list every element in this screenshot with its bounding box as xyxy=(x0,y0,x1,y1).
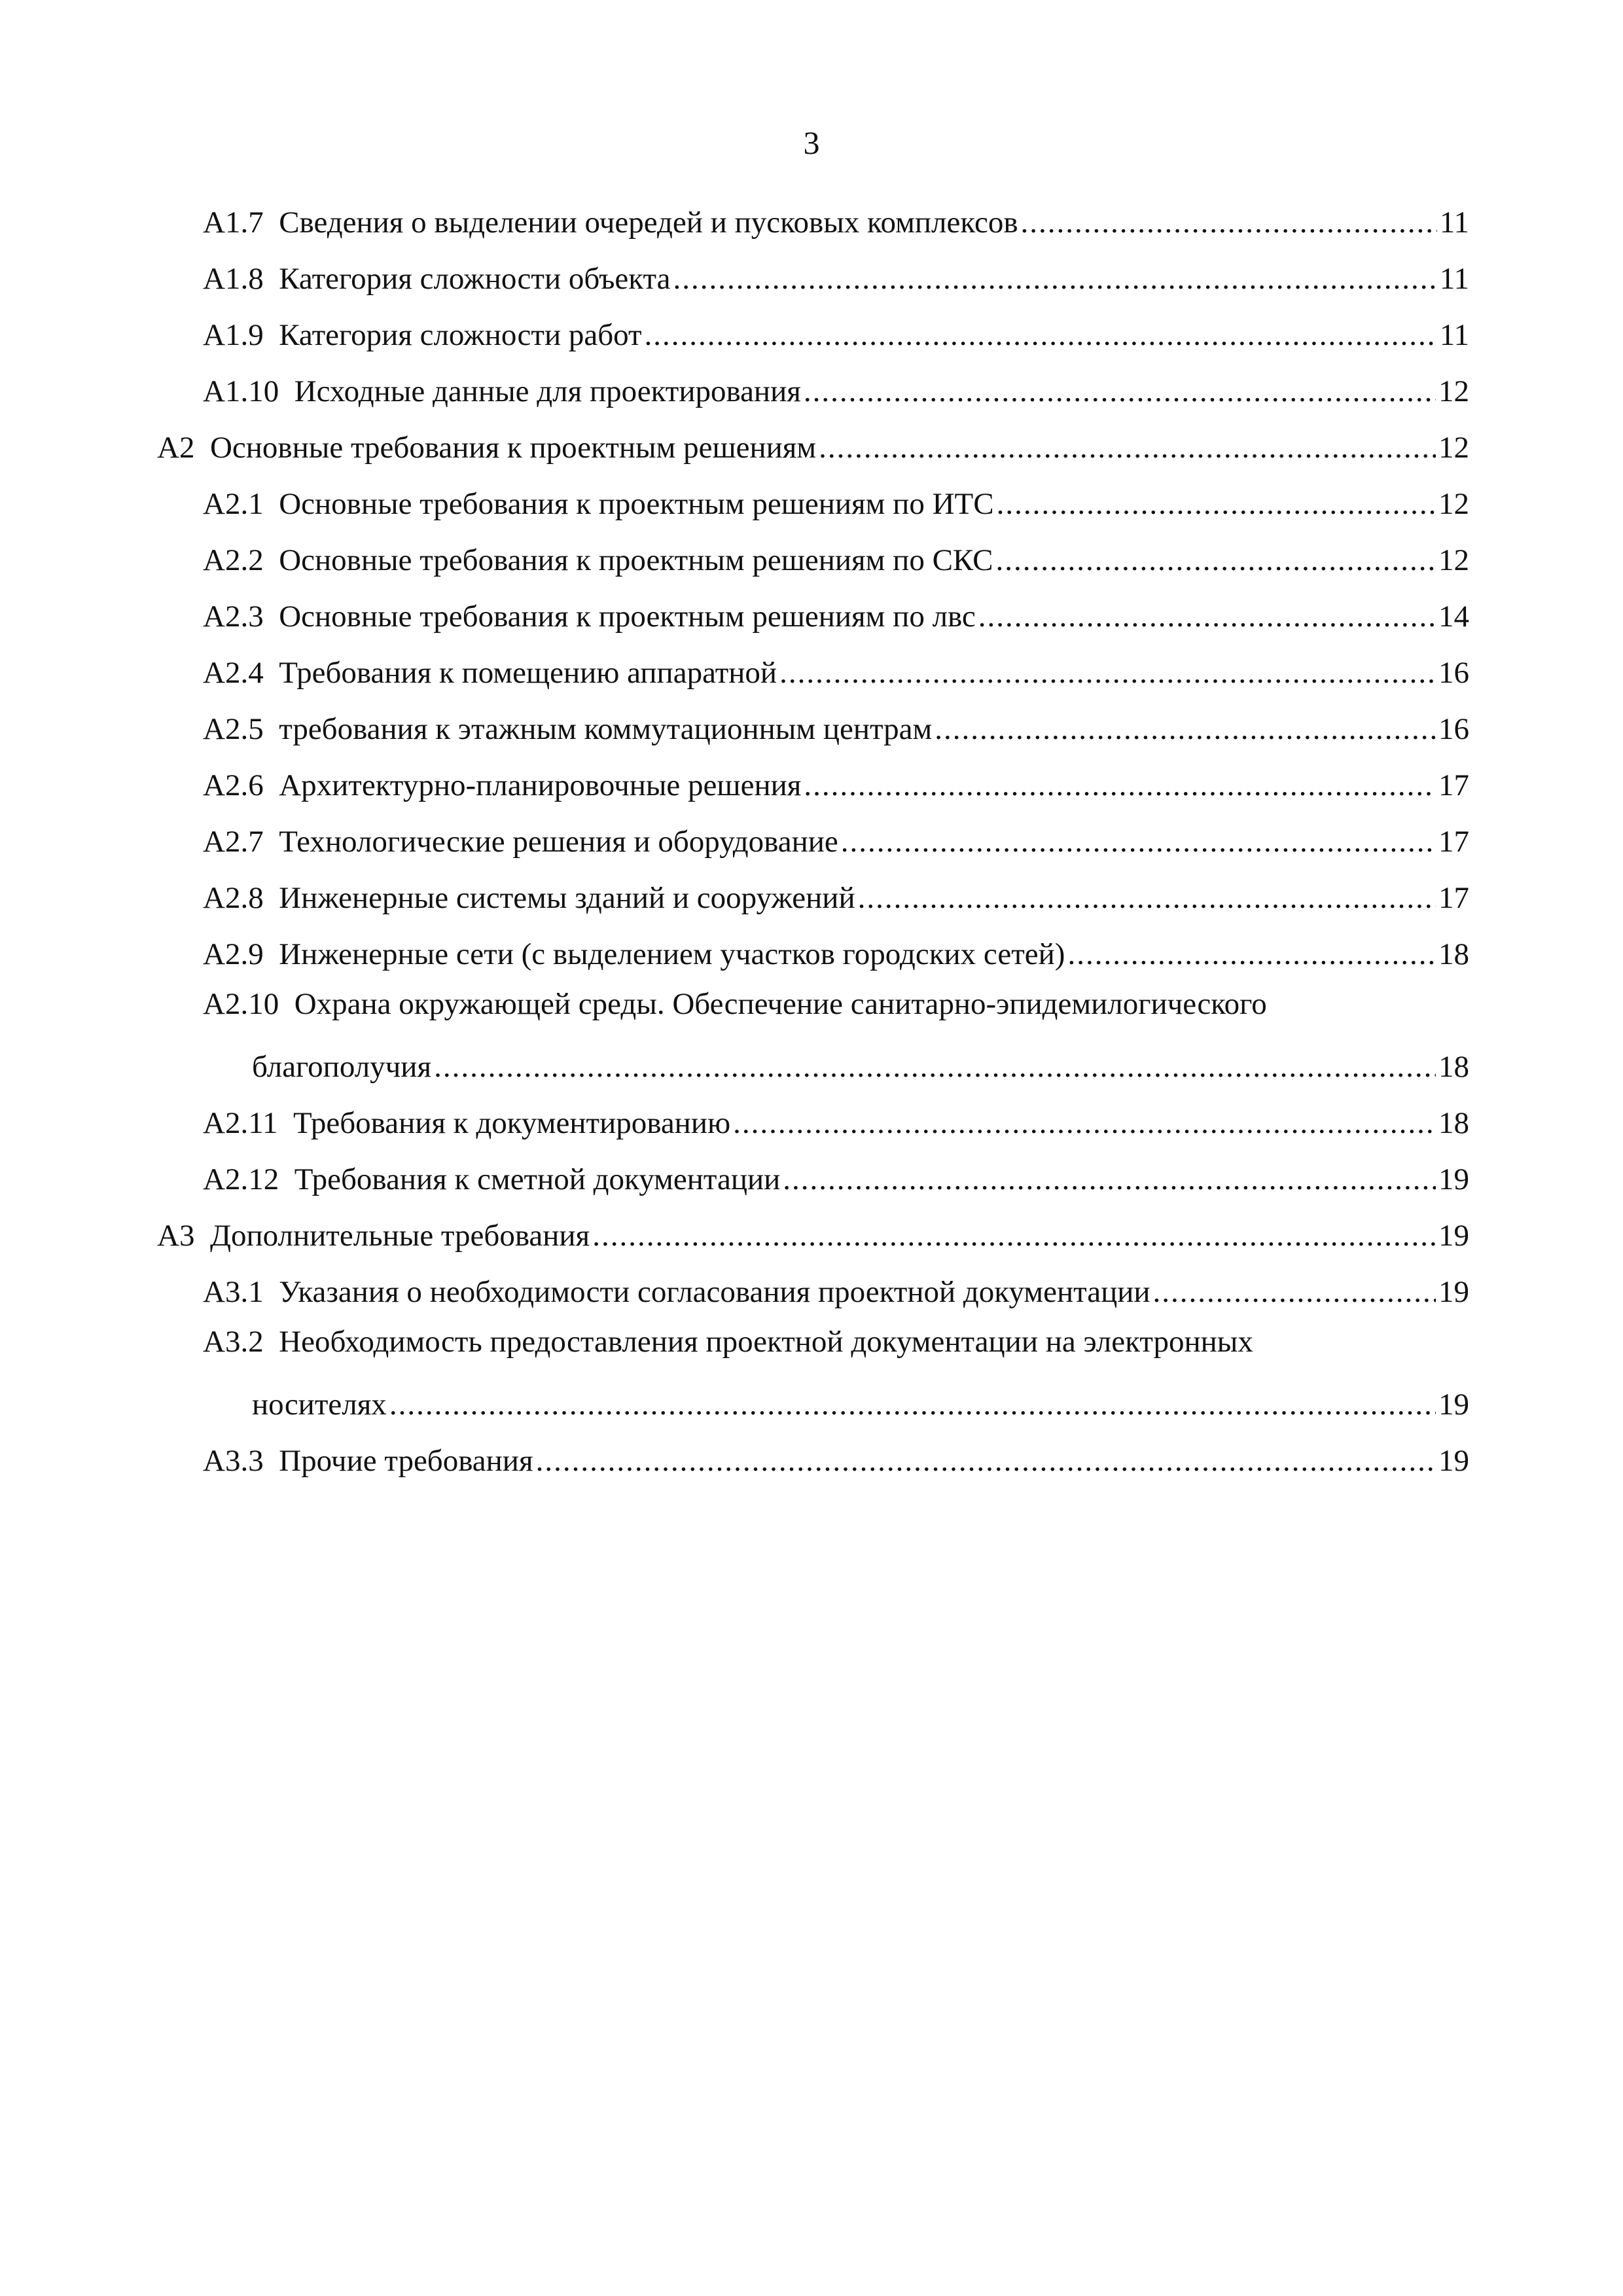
toc-entry-page: 12 xyxy=(1438,487,1469,521)
toc-entry-page: 19 xyxy=(1438,1162,1469,1196)
toc-leader-dots xyxy=(841,822,1436,861)
toc-entry-title: Охрана окружающей среды. Обеспечение санитарно-эпидемилогического xyxy=(294,987,1267,1021)
toc-leader-dots xyxy=(733,1103,1436,1143)
toc-leader-dots xyxy=(978,597,1436,636)
toc-section[interactable] xyxy=(157,1210,1469,1255)
toc-entry-number: А2.1 xyxy=(203,487,264,521)
toc-leader-dots xyxy=(819,428,1436,467)
toc-entry-number: А1.8 xyxy=(203,262,264,296)
toc-entry[interactable] xyxy=(203,703,1469,749)
toc-leader-dots xyxy=(804,372,1436,411)
toc-entry-continuation[interactable] xyxy=(252,1041,1469,1086)
toc-entry-title: Основные требования к проектным решениям по лвс xyxy=(279,600,976,634)
toc-entry-page: 16 xyxy=(1438,712,1469,746)
toc-entry[interactable] xyxy=(203,309,1469,355)
toc-leader-dots xyxy=(779,653,1436,692)
toc-entry-number: А3.1 xyxy=(203,1275,264,1309)
toc-entry-number: А2.3 xyxy=(203,600,264,634)
toc-entry-number: А2.2 xyxy=(203,543,264,577)
toc-leader-dots xyxy=(1021,203,1437,242)
toc-entry[interactable] xyxy=(203,647,1469,692)
toc-entry-number: А2.7 xyxy=(203,825,264,859)
toc-entry-title: Требования к сметной документации xyxy=(294,1162,781,1196)
toc-entry-title: Требования к документированию xyxy=(293,1106,731,1140)
toc-leader-dots xyxy=(536,1441,1436,1480)
toc-leader-dots xyxy=(645,315,1437,355)
toc-entry-number: А2.11 xyxy=(203,1106,278,1140)
toc-entry-number: А2.5 xyxy=(203,712,264,746)
toc-entry-title: Технологические решения и оборудование xyxy=(279,825,838,859)
toc-entry[interactable] xyxy=(203,590,1469,636)
toc-entry-title: Основные требования к проектным решениям xyxy=(209,431,817,465)
toc-entry[interactable] xyxy=(203,1435,1469,1480)
toc-entry-page: 17 xyxy=(1438,825,1469,859)
toc-entry[interactable] xyxy=(203,253,1469,298)
toc-entry-number: А2.6 xyxy=(203,768,264,802)
toc-entry[interactable] xyxy=(203,1266,1469,1312)
toc-entry-number: А2 xyxy=(157,431,195,465)
toc-leader-dots xyxy=(804,766,1436,805)
toc-entry-title: Основные требования к проектным решениям по СКС xyxy=(279,543,993,577)
toc-entry-number: А3.2 xyxy=(203,1325,264,1359)
toc-entry-page: 11 xyxy=(1439,318,1469,352)
toc-leader-dots xyxy=(1067,935,1436,974)
toc-entry-continuation[interactable] xyxy=(252,1378,1469,1424)
toc-entry-page: 17 xyxy=(1438,768,1469,802)
toc-entry-page: 16 xyxy=(1438,656,1469,690)
toc-entry-page: 17 xyxy=(1438,881,1469,915)
toc-entry-page: 19 xyxy=(1438,1219,1469,1253)
toc-entry-page: 18 xyxy=(1438,1050,1469,1084)
toc-entry-page: 19 xyxy=(1438,1275,1469,1309)
toc-entry-page: 18 xyxy=(1438,1106,1469,1140)
toc-entry-title-continued: носителях xyxy=(252,1388,387,1422)
toc-entry[interactable] xyxy=(203,872,1469,918)
toc-entry-page: 18 xyxy=(1438,937,1469,971)
toc-leader-dots xyxy=(858,878,1436,918)
toc-entry-page: 11 xyxy=(1439,206,1469,240)
toc-leader-dots xyxy=(997,484,1436,524)
toc-entry-first-line[interactable] xyxy=(203,984,1267,1030)
toc-entry-title: Инженерные сети (с выделением участков городских сетей) xyxy=(279,937,1065,971)
toc-entry-title: Указания о необходимости согласования проектной документации xyxy=(279,1275,1150,1309)
toc-leader-dots xyxy=(434,1047,1436,1086)
toc-entry[interactable] xyxy=(203,759,1469,805)
toc-entry-page: 12 xyxy=(1438,431,1469,465)
toc-entry-title: Основные требования к проектным решениям по ИТС xyxy=(279,487,994,521)
toc-entry-number: А3 xyxy=(157,1219,195,1253)
toc-entry-number: А2.12 xyxy=(203,1162,279,1196)
toc-entry[interactable] xyxy=(203,816,1469,861)
toc-entry-title-continued: благополучия xyxy=(252,1050,432,1084)
toc-leader-dots xyxy=(783,1160,1436,1199)
toc-section[interactable] xyxy=(157,422,1469,467)
toc-entry-title: Исходные данные для проектирования xyxy=(294,374,801,408)
toc-leader-dots xyxy=(935,709,1436,749)
toc-entry-page: 12 xyxy=(1438,374,1469,408)
toc-entry-title: Сведения о выделении очередей и пусковых комплексов xyxy=(279,206,1018,240)
toc-leader-dots xyxy=(673,259,1436,298)
toc-entry[interactable] xyxy=(203,196,1469,242)
toc-entry-title: Требования к помещению аппаратной xyxy=(279,656,777,690)
toc-entry-page: 19 xyxy=(1438,1444,1469,1478)
toc-entry-title: Архитектурно-планировочные решения xyxy=(279,768,802,802)
toc-entry[interactable] xyxy=(203,365,1469,411)
toc-entry-page: 11 xyxy=(1439,262,1469,296)
toc-entry-first-line[interactable] xyxy=(203,1322,1253,1368)
toc-entry-number: А2.10 xyxy=(203,987,279,1021)
toc-entry[interactable] xyxy=(203,928,1469,974)
page-number: 3 xyxy=(803,124,820,161)
toc-entry-title: Необходимость предоставления проектной документации на электронных xyxy=(279,1325,1253,1359)
toc-entry[interactable] xyxy=(203,534,1469,580)
toc-entry-page: 19 xyxy=(1438,1388,1469,1422)
toc-entry-title: Категория сложности работ xyxy=(279,318,642,352)
toc-entry-number: А2.9 xyxy=(203,937,264,971)
toc-leader-dots xyxy=(995,541,1436,580)
toc-entry[interactable] xyxy=(203,1097,1469,1143)
toc-entry-number: А2.8 xyxy=(203,881,264,915)
toc-entry-number: А1.9 xyxy=(203,318,264,352)
toc-entry-number: А2.4 xyxy=(203,656,264,690)
toc-leader-dots xyxy=(592,1216,1436,1255)
toc-entry-page: 12 xyxy=(1438,543,1469,577)
toc-entry-number: А1.10 xyxy=(203,374,279,408)
toc-entry-title: Дополнительные требования xyxy=(209,1219,590,1253)
toc-entry-title: Прочие требования xyxy=(279,1444,533,1478)
toc-entry-title: Категория сложности объекта xyxy=(279,262,671,296)
toc-entry-number: А3.3 xyxy=(203,1444,264,1478)
toc-entry-page: 14 xyxy=(1438,600,1469,634)
toc-entry[interactable] xyxy=(203,1153,1469,1199)
toc-entry-title: требования к этажным коммутационным центрам xyxy=(279,712,933,746)
toc-leader-dots xyxy=(1153,1272,1436,1312)
toc-entry[interactable] xyxy=(203,478,1469,524)
toc-entry-title: Инженерные системы зданий и сооружений xyxy=(279,881,855,915)
toc-leader-dots xyxy=(389,1385,1436,1424)
toc-entry-number: А1.7 xyxy=(203,206,264,240)
